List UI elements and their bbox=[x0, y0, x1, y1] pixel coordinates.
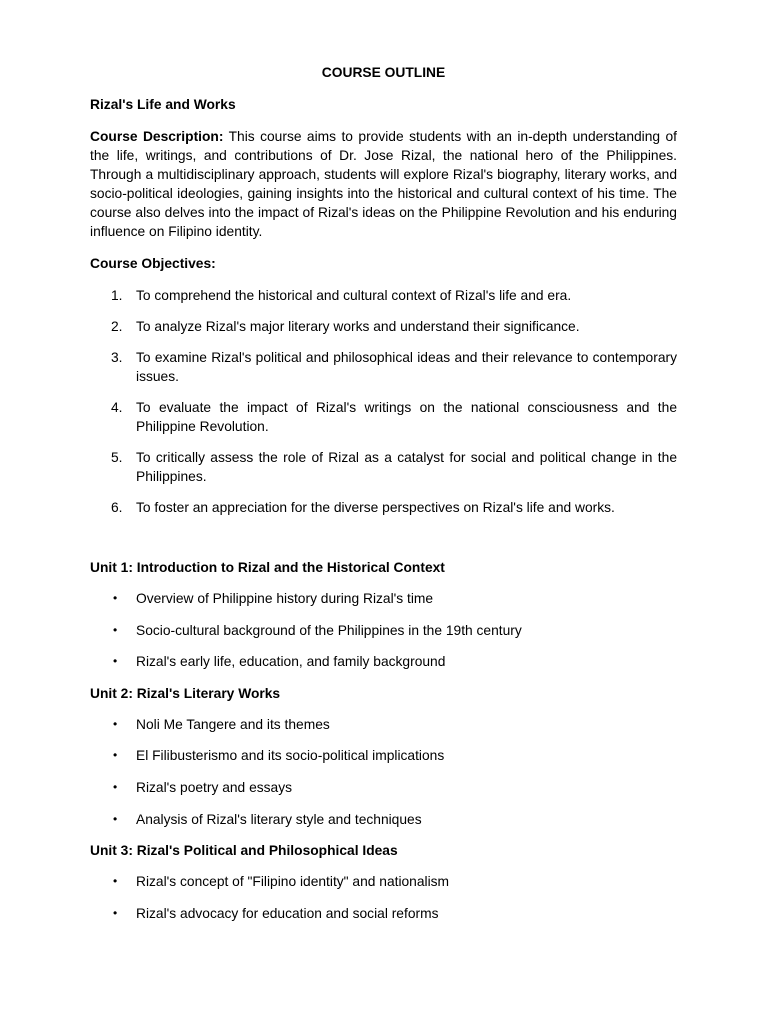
bullet-icon: • bbox=[113, 622, 118, 637]
topic-item bbox=[90, 778, 677, 797]
course-name: Rizal's Life and Works bbox=[90, 97, 236, 112]
objective-text: To analyze Rizal's major literary works and understand their significance. bbox=[136, 319, 580, 334]
bullet-icon: • bbox=[113, 779, 118, 794]
unit-3-topics bbox=[90, 872, 677, 923]
topic-text: Socio-cultural background of the Philippines in the 19th century bbox=[136, 622, 522, 638]
topic-item bbox=[90, 872, 677, 891]
unit-1-heading: Unit 1: Introduction to Rizal and the Historical Context bbox=[90, 560, 445, 575]
topic-text: Analysis of Rizal's literary style and techniques bbox=[136, 811, 422, 827]
topic-item bbox=[90, 904, 677, 923]
topic-text: Rizal's concept of "Filipino identity" and nationalism bbox=[136, 874, 450, 890]
objective-item bbox=[90, 317, 677, 336]
bullet-icon: • bbox=[113, 748, 118, 763]
objectives-list bbox=[90, 286, 677, 517]
unit-1-topics bbox=[90, 589, 677, 671]
topic-text: El Filibusterismo and its socio-political implications bbox=[136, 748, 445, 764]
objective-item bbox=[90, 286, 677, 305]
objective-text: To comprehend the historical and cultural context of Rizal's life and era. bbox=[136, 288, 572, 303]
bullet-icon: • bbox=[113, 591, 118, 605]
course-description-label: Course Description: bbox=[90, 129, 224, 144]
course-description-text: This course aims to provide students with an in-depth understanding of the life, writings, and contributions of Dr. Jose Rizal, the national hero of the Philippines. Through a multidisciplinary approach, students will explore Rizal's biography, literary works, and socio-political ideologies, gaining insights into the historical and cultural context of his time. The course also delves into the impact of Rizal's ideas on the Philippine Revolution and his enduring influence on Filipino identity. bbox=[90, 129, 678, 239]
objective-number: 4. bbox=[111, 400, 123, 415]
objectives-heading: Course Objectives: bbox=[90, 256, 216, 271]
objective-item bbox=[90, 398, 677, 436]
objective-number: 1. bbox=[111, 288, 123, 303]
objective-number: 6. bbox=[111, 500, 123, 515]
objective-item bbox=[90, 498, 677, 517]
bullet-icon: • bbox=[113, 811, 118, 826]
objective-number: 2. bbox=[111, 319, 123, 334]
topic-item bbox=[90, 746, 677, 765]
topic-item bbox=[90, 652, 677, 671]
topic-item bbox=[90, 621, 677, 640]
bullet-icon: • bbox=[113, 654, 118, 669]
unit-2-heading: Unit 2: Rizal's Literary Works bbox=[90, 685, 281, 701]
unit-3-heading: Unit 3: Rizal's Political and Philosophical Ideas bbox=[90, 843, 398, 859]
bullet-icon: • bbox=[113, 905, 118, 920]
objective-text: To critically assess the role of Rizal as a catalyst for social and political change in the Philippines. bbox=[136, 450, 677, 484]
objective-text: To examine Rizal's political and philosophical ideas and their relevance to contemporary issues. bbox=[136, 350, 677, 384]
topic-text: Rizal's advocacy for education and social reforms bbox=[136, 905, 439, 921]
topic-item bbox=[90, 810, 677, 829]
objective-text: To foster an appreciation for the diverse perspectives on Rizal's life and works. bbox=[136, 500, 615, 515]
objective-number: 5. bbox=[111, 450, 123, 465]
section-gap bbox=[90, 529, 677, 558]
course-description bbox=[90, 127, 677, 241]
topic-text: Rizal's early life, education, and family background bbox=[136, 654, 446, 670]
topic-item bbox=[90, 589, 677, 608]
objective-number: 3. bbox=[111, 350, 123, 365]
objective-item bbox=[90, 348, 677, 386]
document-title: COURSE OUTLINE bbox=[321, 65, 446, 80]
objective-item bbox=[90, 448, 677, 486]
topic-text: Noli Me Tangere and its themes bbox=[136, 716, 330, 732]
topic-text: Rizal's poetry and essays bbox=[136, 779, 293, 795]
topic-item bbox=[90, 715, 677, 734]
bullet-icon: • bbox=[113, 716, 118, 731]
objective-text: To evaluate the impact of Rizal's writings on the national consciousness and the Philippine Revolution. bbox=[136, 400, 677, 434]
topic-text: Overview of Philippine history during Rizal's time bbox=[136, 591, 434, 606]
unit-2-topics bbox=[90, 715, 677, 829]
bullet-icon: • bbox=[113, 874, 118, 889]
